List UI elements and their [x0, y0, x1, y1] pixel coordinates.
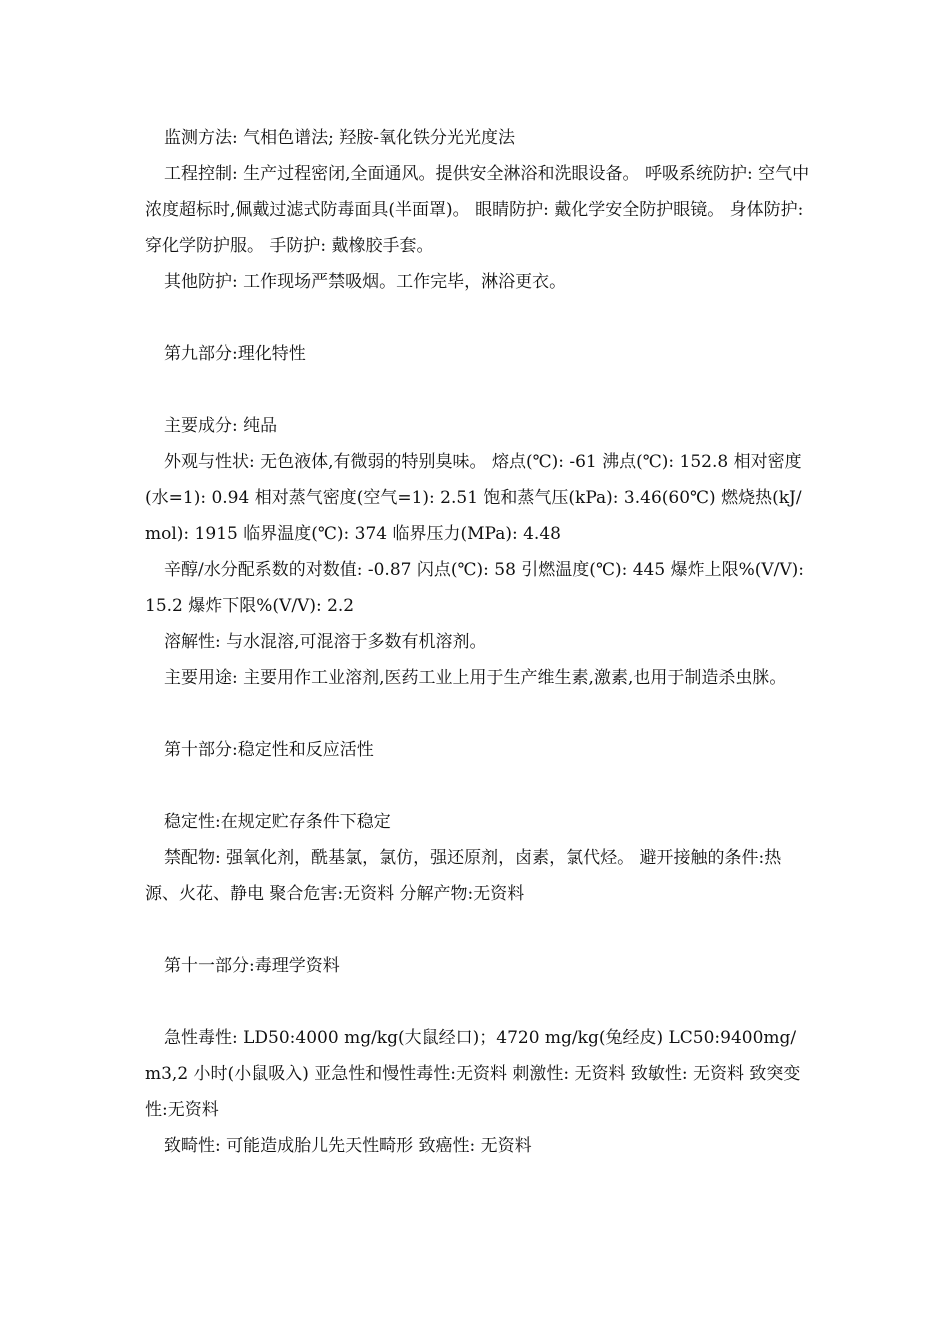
teratogenicity-paragraph: 致畸性: 可能造成胎儿先天性畸形 致癌性: 无资料	[164, 1136, 532, 1156]
octanol-water-paragraph: 辛醇/水分配系数的对数值: -0.87 闪点(℃): 58 引燃温度(℃): 445 爆炸上限%(V/V): 15.2 爆炸下限%(V/V): 2.2	[145, 560, 810, 616]
section-10-heading: 第十部分:稳定性和反应活性	[164, 740, 374, 760]
document-body	[145, 120, 810, 1164]
monitoring-method-paragraph: 监测方法: 气相色谱法; 羟胺-氧化铁分光光度法	[164, 128, 516, 148]
incompatible-materials-paragraph: 禁配物: 强氧化剂，酰基氯，氯仿，强还原剂，卤素，氯代烃。 避开接触的条件:热源、火花、静电 聚合危害:无资料 分解产物:无资料	[145, 848, 782, 904]
engineering-control-paragraph: 工程控制: 生产过程密闭,全面通风。提供安全淋浴和洗眼设备。 呼吸系统防护: 空气中浓度超标时,佩戴过滤式防毒面具(半面罩)。 眼睛防护: 戴化学安全防护眼镜。 身体防护: 穿化学防护服。 手防护: 戴橡胶手套。	[145, 164, 810, 256]
other-protection-paragraph: 其他防护: 工作现场严禁吸烟。工作完毕，淋浴更衣。	[164, 272, 567, 292]
solubility-paragraph: 溶解性: 与水混溶,可混溶于多数有机溶剂。	[164, 632, 487, 652]
stability-paragraph: 稳定性:在规定贮存条件下稳定	[164, 812, 391, 832]
appearance-properties-paragraph: 外观与性状: 无色液体,有微弱的特别臭味。 熔点(℃): -61 沸点(℃): 152.8 相对密度(水=1): 0.94 相对蒸气密度(空气=1): 2.51 饱和蒸气压(kPa): 3.46(60℃) 燃烧热(kJ/mol): 1915 临界温度(℃): 374 临界压力(MPa): 4.48	[145, 452, 802, 544]
section-9-heading: 第九部分:理化特性	[164, 344, 306, 364]
main-component-paragraph: 主要成分: 纯品	[164, 416, 278, 436]
main-use-paragraph: 主要用途: 主要用作工业溶剂,医药工业上用于生产维生素,激素,也用于制造杀虫脒。	[164, 668, 787, 688]
section-11-heading: 第十一部分:毒理学资料	[164, 956, 340, 976]
acute-toxicity-paragraph: 急性毒性: LD50:4000 mg/kg(大鼠经口)；4720 mg/kg(兔经皮) LC50:9400mg/m3,2 小时(小鼠吸入) 亚急性和慢性毒性:无资料 刺激性: 无资料 致敏性: 无资料 致突变性:无资料	[145, 1028, 801, 1120]
